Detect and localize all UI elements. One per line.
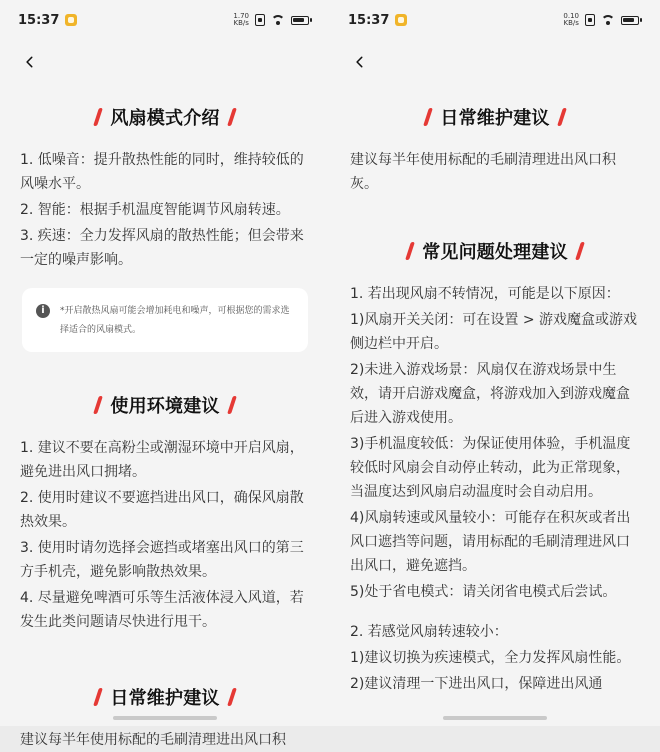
right-content [330, 84, 660, 726]
network-speed-unit: KB/s [233, 19, 249, 27]
title-accent [93, 108, 103, 126]
title-accent [575, 242, 585, 260]
section-body [330, 148, 660, 196]
section-item: 1. 建议不要在高粉尘或潮湿环境中开启风扇，避免进出风口拥堵。 [20, 440, 304, 480]
nav-bar [0, 40, 330, 84]
network-speed-unit: KB/s [563, 19, 579, 27]
section-item: 5)处于省电模式：请关闭省电模式后尝试。 [350, 584, 617, 600]
title-accent [227, 688, 237, 706]
note-text: *开启散热风扇可能会增加耗电和噪声，可根据您的需求选择适合的风扇模式。 [60, 306, 290, 335]
network-speed [563, 13, 579, 27]
section-item: 2. 使用时建议不要遮挡进出风口，确保风扇散热效果。 [20, 490, 304, 530]
section-body [0, 436, 330, 634]
left-screen [0, 0, 330, 748]
chevron-left-icon [23, 55, 37, 69]
notification-badge-icon [65, 14, 77, 26]
info-icon: i [36, 304, 50, 318]
status-time: 15:37 [18, 12, 60, 28]
home-indicator[interactable] [443, 716, 547, 720]
network-speed [233, 13, 249, 27]
section-item: 2)建议清理一下进出风口，保障进出风通 [350, 676, 603, 692]
network-speed-value: 1.70 [233, 12, 249, 20]
chevron-left-icon [353, 55, 367, 69]
section-item: 3)手机温度较低：为保证使用体验，手机温度较低时风扇会自动停止转动，此为正常现象，当温度达到风扇启动温度时会自动启用。 [350, 436, 631, 500]
section-item: 建议每半年使用标配的毛刷清理进出风口积灰。 [350, 152, 616, 192]
battery-cap [640, 18, 642, 22]
section-item: 2. 智能：根据手机温度智能调节风扇转速。 [20, 202, 290, 218]
status-bar [0, 0, 330, 40]
network-speed-value: 0.10 [563, 12, 579, 20]
title-accent [93, 396, 103, 414]
right-screen [330, 0, 660, 726]
section-title-row [0, 392, 330, 418]
section-item: 建议每半年使用标配的毛刷清理进出风口积 [20, 732, 286, 748]
section-body [330, 282, 660, 696]
section-item: 4. 尽量避免啤酒可乐等生活液体浸入风道，若发生此类问题请尽快进行甩干。 [20, 590, 304, 630]
back-button[interactable] [348, 50, 372, 74]
battery-icon [621, 16, 639, 25]
sim-icon [585, 14, 595, 26]
back-button[interactable] [18, 50, 42, 74]
title-accent [93, 688, 103, 706]
section-title: 常见问题处理建议 [422, 242, 568, 263]
notification-badge-icon [395, 14, 407, 26]
section-item: 4)风扇转速或风量较小：可能存在积灰或者出风口遮挡等问题，请用标配的毛刷清理进风口出风口，避免遮挡。 [350, 510, 631, 574]
title-accent [423, 108, 433, 126]
section-body [0, 728, 330, 752]
section-item: 1)建议切换为疾速模式，全力发挥风扇性能。 [350, 650, 631, 666]
section-title-row [330, 238, 660, 264]
section-item: 1)风扇开关关闭：可在设置 > 游戏魔盒或游戏侧边栏中开启。 [350, 312, 637, 352]
title-accent [557, 108, 567, 126]
section-body [0, 148, 330, 272]
title-accent [405, 242, 415, 260]
section-title-row [330, 104, 660, 130]
section-item: 2. 若感觉风扇转速较小： [350, 624, 508, 640]
section-title: 风扇模式介绍 [110, 108, 220, 129]
status-bar [330, 0, 660, 40]
wifi-icon [601, 15, 615, 25]
sim-icon [255, 14, 265, 26]
section-title-row [0, 684, 330, 710]
left-content [0, 84, 330, 748]
section-title-row [0, 104, 330, 130]
battery-icon [291, 16, 309, 25]
section-item: 1. 若出现风扇不转情况，可能是以下原因： [350, 286, 620, 302]
section-item: 2)未进入游戏场景：风扇仅在游戏场景中生效，请开启游戏魔盒，将游戏加入到游戏魔盒后进入游戏使用。 [350, 362, 630, 426]
battery-cap [310, 18, 312, 22]
section-item [350, 606, 640, 618]
home-indicator[interactable] [113, 716, 217, 720]
title-accent [227, 108, 237, 126]
section-title: 使用环境建议 [110, 396, 220, 417]
section-item: 1. 低噪音：提升散热性能的同时，维持较低的风噪水平。 [20, 152, 304, 192]
status-time: 15:37 [348, 12, 390, 28]
section-title: 日常维护建议 [110, 688, 220, 709]
title-accent [227, 396, 237, 414]
section-item: 3. 疾速：全力发挥风扇的散热性能；但会带来一定的噪声影响。 [20, 228, 304, 268]
section-item: 3. 使用时请勿选择会遮挡或堵塞出风口的第三方手机壳，避免影响散热效果。 [20, 540, 304, 580]
nav-bar [330, 40, 660, 84]
info-note-card [22, 288, 308, 352]
section-title: 日常维护建议 [440, 108, 550, 129]
wifi-icon [271, 15, 285, 25]
